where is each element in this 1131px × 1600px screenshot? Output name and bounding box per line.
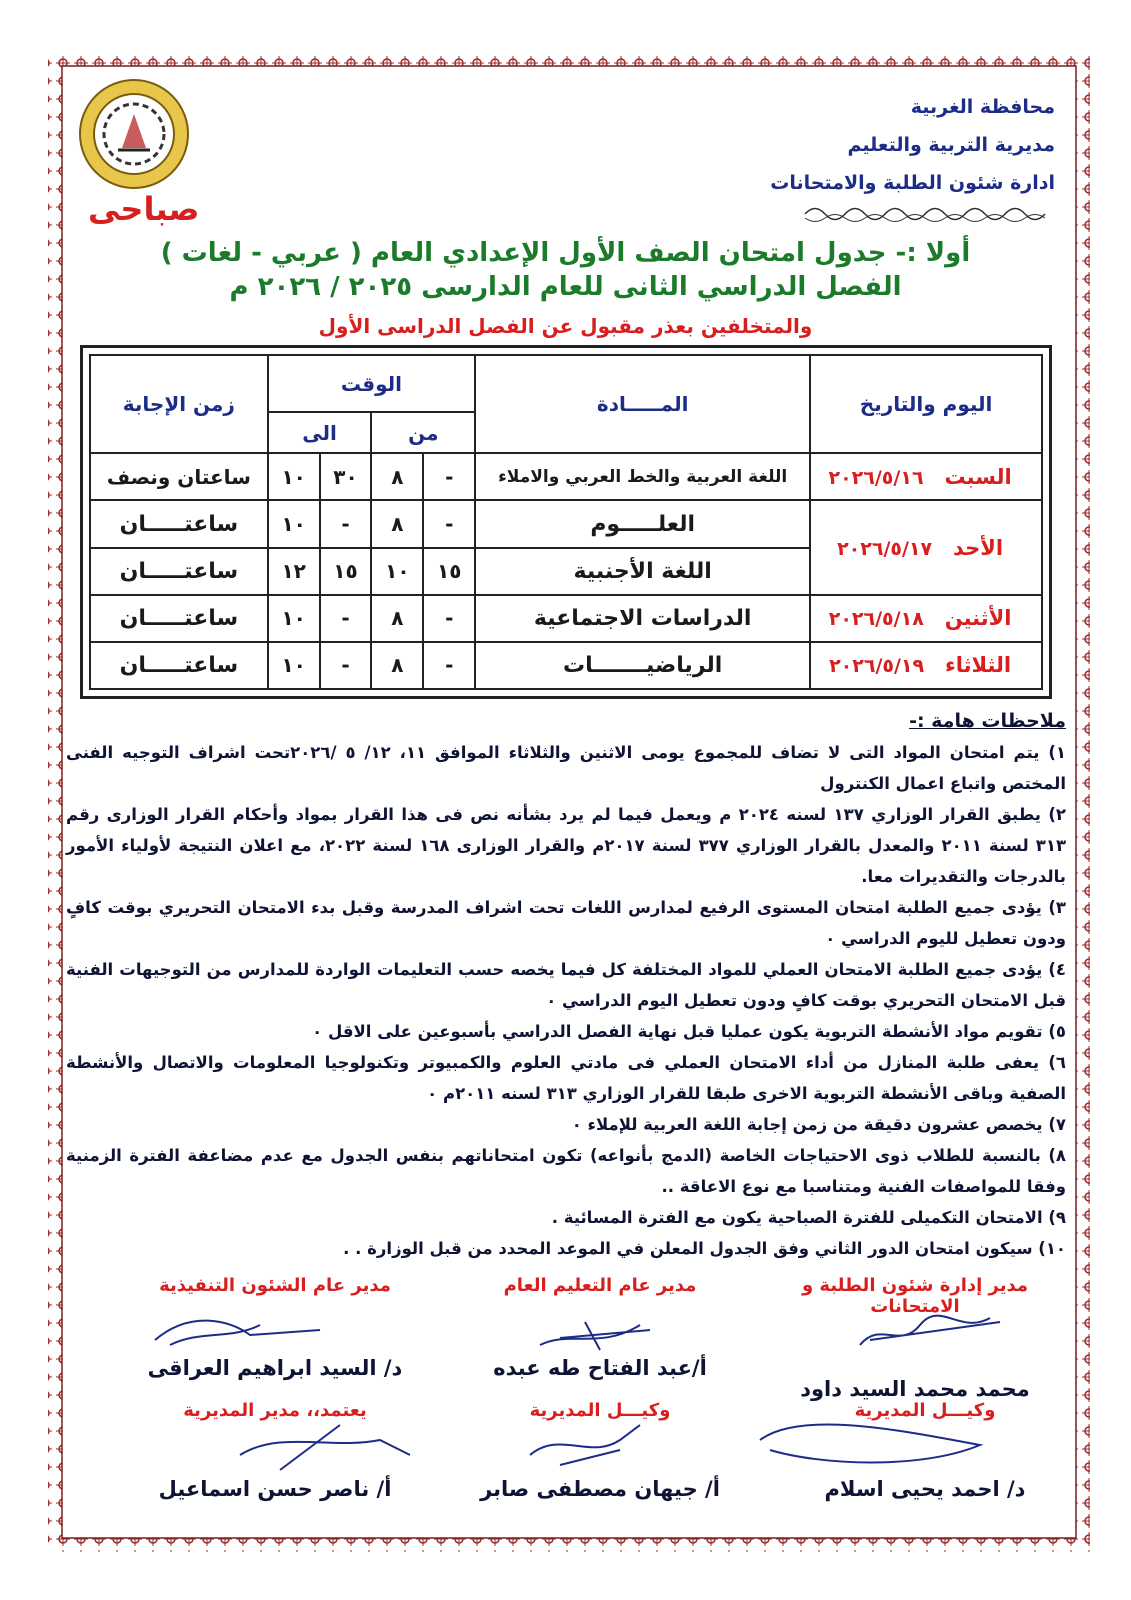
- header-from: من: [371, 412, 475, 453]
- subject-name: اللغة الأجنبية: [475, 548, 810, 595]
- subject-name: الدراسات الاجتماعية: [475, 595, 810, 642]
- semester-title: الفصل الدراسي الثانى للعام الدارسى ٢٠٢٥ / ٢٠٢٦ م: [229, 272, 902, 302]
- to-minute: ١٥: [320, 548, 372, 595]
- note-item: ٨) بالنسبة للطلاب ذوى الاحتياجات الخاصة (الدمج بأنواعه) تكون امتحاناتهم بنفس الجدول مع عدم مضاعفة الفترة الزمنية وفقا للمواصفات الفنية ومتناسبا مع نوع الاعاقة ..: [66, 1146, 1066, 1196]
- to-hour: ١٢: [268, 548, 320, 595]
- exam-date: ٢٠٢٦/٥/١٩: [829, 655, 925, 678]
- note-item: ١٠) سيكون امتحان الدور الثاني وفق الجدول المعلن في الموعد المحدد من قبل الوزارة . .: [343, 1239, 1066, 1258]
- exam-date: ٢٠٢٦/٥/١٦: [828, 466, 924, 489]
- directorate-name: مديرية التربية والتعليم: [847, 134, 1055, 156]
- answer-duration: ساعتان ونصف: [90, 453, 268, 500]
- answer-duration: ساعتـــــان: [90, 500, 268, 547]
- subtitle-note: والمتخلفين بعذر مقبول عن الفصل الدراسى الأول: [318, 314, 813, 338]
- department-name: ادارة شئون الطلبة والامتحانات: [770, 172, 1055, 194]
- to-minute: -: [320, 595, 372, 642]
- day-name: الأحد: [953, 535, 1004, 560]
- signatory-name: د/ احمد يحيى اسلام: [824, 1477, 1026, 1501]
- from-minute: -: [423, 595, 475, 642]
- from-hour: ٨: [371, 642, 423, 689]
- signatory-role: وكيـــل المديرية: [529, 1400, 671, 1421]
- note-item: ٤) يؤدى جميع الطلبة الامتحان العملي للمواد المختلفة كل فيما يخصه حسب التعليمات الواردة للمدارس من التوجيهات الفنية قبل الامتحان التحريري بوقت كافٍ ودون تعطيل اليوم الدراسي ٠: [66, 960, 1066, 1010]
- notes-heading: ملاحظات هامة :-: [909, 710, 1066, 732]
- to-minute: ٣٠: [320, 453, 372, 500]
- note-item: ٥) تقويم مواد الأنشطة التربوية يكون عمليا قبل نهاية الفصل الدراسي بأسبوعين على الاقل ٠: [312, 1022, 1066, 1041]
- schedule-title: أولا :- جدول امتحان الصف الأول الإعدادي العام ( عربي - لغات ): [160, 238, 971, 268]
- subject-name: الرياضيـــــــات: [475, 642, 810, 689]
- signatory-name: محمد محمد السيد داود: [800, 1377, 1030, 1401]
- exam-date: ٢٠٢٦/٥/١٨: [828, 608, 924, 631]
- signatory-name: أ/ جيهان مصطفى صابر: [480, 1477, 720, 1501]
- governorate-name: محافظة الغربية: [910, 96, 1055, 118]
- to-hour: ١٠: [268, 500, 320, 547]
- signatory-role: مدير عام التعليم العام: [503, 1275, 697, 1296]
- to-hour: ١٠: [268, 453, 320, 500]
- header-day-date: اليوم والتاريخ: [810, 355, 1042, 453]
- to-minute: -: [320, 500, 372, 547]
- signatory-role: مدير عام الشئون التنفيذية: [159, 1275, 391, 1296]
- exam-date: ٢٠٢٦/٥/١٧: [837, 537, 933, 560]
- header-duration: زمن الإجابة: [90, 355, 268, 453]
- answer-duration: ساعتـــــان: [90, 642, 268, 689]
- subject-name: اللغة العربية والخط العربي والاملاء: [475, 453, 810, 500]
- answer-duration: ساعتـــــان: [90, 548, 268, 595]
- header-time: الوقت: [268, 355, 475, 412]
- day-name: السبت: [944, 464, 1012, 489]
- note-item: ٩) الامتحان التكميلى للفترة الصباحية يكون مع الفترة المسائية .: [551, 1208, 1066, 1227]
- note-item: ٦) يعفى طلبة المنازل من أداء الامتحان العملي فى مادتي العلوم والكمبيوتر وتكنولوجيا المعلومات والاتصال والأنشطة الصفية وباقى الأنشطة التربوية الاخرى طبقا للقرار الوزاري ٣١٣ لسنه ٢٠١١م ٠: [66, 1053, 1066, 1103]
- from-minute: ١٥: [423, 548, 475, 595]
- from-hour: ٨: [371, 595, 423, 642]
- day-name: الثلاثاء: [945, 653, 1012, 678]
- signatory-name: د/ السيد ابراهيم العراقى: [147, 1356, 403, 1380]
- answer-duration: ساعتـــــان: [90, 595, 268, 642]
- from-minute: -: [423, 500, 475, 547]
- note-item: ١) يتم امتحان المواد التى لا تضاف للمجموع يومى الاثنين والثلاثاء الموافق ١١، ١٢/ ٥ /٢٠٢٦تحت اشراف التوجيه الفنى المختص واتباع اعمال الكنترول: [66, 743, 1066, 793]
- to-minute: -: [320, 642, 372, 689]
- from-hour: ٨: [371, 500, 423, 547]
- signatory-role: وكيـــل المديرية: [854, 1400, 996, 1421]
- subject-name: العلـــــوم: [475, 500, 810, 547]
- signatory-role: مدير إدارة شئون الطلبة و الامتحانات: [801, 1275, 1029, 1317]
- to-hour: ١٠: [268, 642, 320, 689]
- signatory-name: أ/عبد الفتاح طه عبده: [493, 1356, 707, 1380]
- from-hour: ١٠: [371, 548, 423, 595]
- header-subject: المـــــادة: [475, 355, 810, 453]
- note-item: ٢) يطبق القرار الوزاري ١٣٧ لسنه ٢٠٢٤ م ويعمل فيما لم يرد بشأنه نص فى هذا القرار بمواد وأحكام القرار الوزارى رقم ٣١٣ لسنة ٢٠١١ والمعدل بالقرار الوزاري ٣٧٧ لسنة ٢٠١٧م والقرار الوزارى ١٦٨ لسنة ٢٠٢٢، مع اعلان النتيجة لأولياء الأمور بالدرجات والتقديرات معا.: [66, 805, 1067, 886]
- shift-label: صباحى: [88, 190, 200, 228]
- from-minute: -: [423, 642, 475, 689]
- from-minute: -: [423, 453, 475, 500]
- header-to: الى: [268, 412, 372, 453]
- to-hour: ١٠: [268, 595, 320, 642]
- from-hour: ٨: [371, 453, 423, 500]
- note-item: ٣) يؤدى جميع الطلبة امتحان المستوى الرفيع لمدارس اللغات تحت اشراف المدرسة وقبل بدء الامتحان التحريري بوقت كافٍ ودون تعطيل لليوم الدراسي ٠: [66, 898, 1066, 948]
- day-name: الأثنين: [944, 606, 1012, 631]
- signatory-role: يعتمد،، مدير المديرية: [183, 1400, 367, 1421]
- signatory-name: أ/ ناصر حسن اسماعيل: [158, 1477, 392, 1501]
- note-item: ٧) يخصص عشرون دقيقة من زمن إجابة اللغة العربية للإملاء ٠: [571, 1115, 1066, 1134]
